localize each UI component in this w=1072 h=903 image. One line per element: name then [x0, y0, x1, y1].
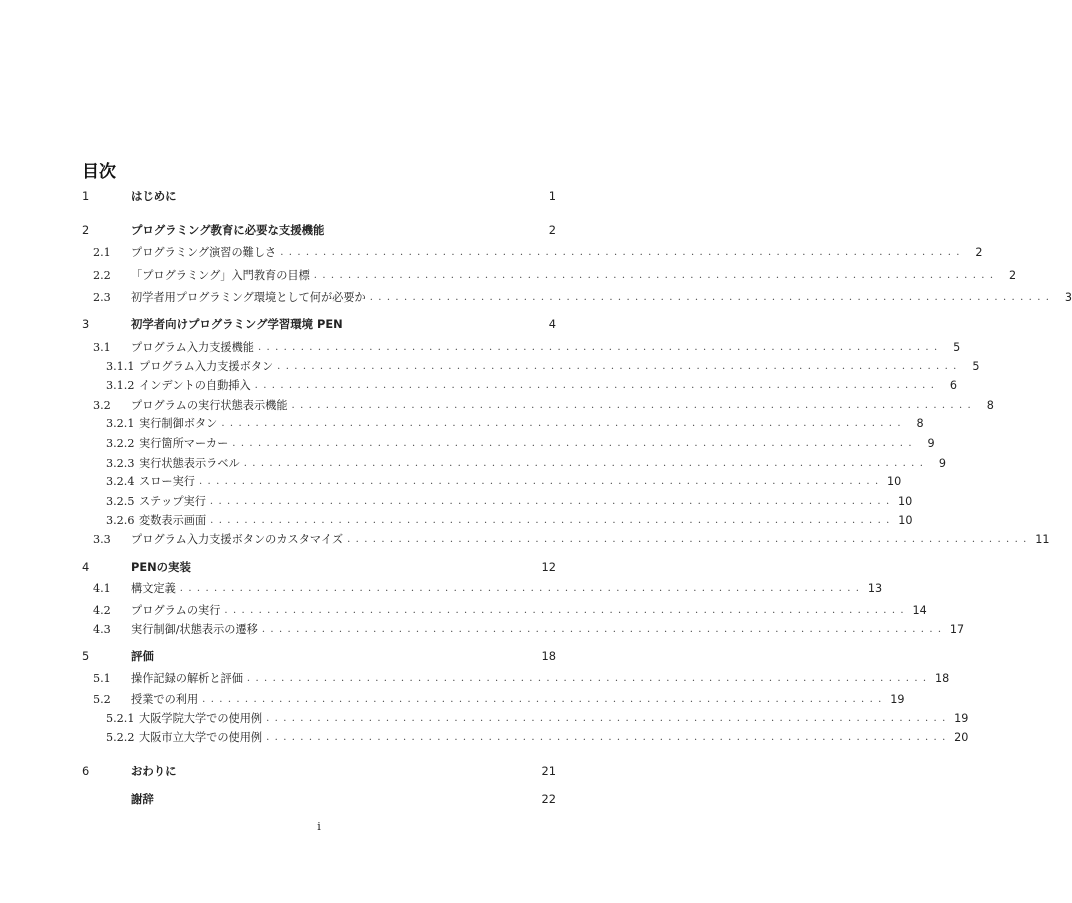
toc-entry-subsection[interactable] — [82, 414, 924, 432]
toc-entry-page: 18 — [541, 649, 556, 663]
toc-dot-leader: . . . . . . . . . . . . . . . . . . . . . . . . . . . . . . . . . . . . . . . . . . . . . . . . . . . . . . . . . . . . . . . . . . . . . . . . . . . . . . . . — [266, 712, 947, 724]
toc-entry-title: スロー実行 — [139, 475, 195, 488]
toc-dot-leader: . . . . . . . . . . . . . . . . . . . . . . . . . . . . . . . . . . . . . . . . . . . . . . . . . . . . . . . . . . . . . . . . . . . . . . . . . . . . . . . . — [224, 604, 905, 616]
toc-dot-leader: . . . . . . . . . . . . . . . . . . . . . . . . . . . . . . . . . . . . . . . . . . . . . . . . . . . . . . . . . . . . . . . . . . . . . . . . . . . . . . . . — [246, 672, 928, 684]
toc-entry-title: 評価 — [131, 649, 154, 663]
toc-entry-section[interactable] — [82, 338, 961, 356]
toc-entry-number: 3.2.4 — [106, 474, 135, 488]
toc-entry-page: 22 — [541, 792, 556, 806]
toc-entry-page: 13 — [867, 581, 883, 595]
toc-entry-title: 大阪学院大学での使用例 — [139, 712, 263, 725]
toc-entry-page: 10 — [887, 474, 902, 488]
toc-entry-number: 3 — [82, 317, 90, 331]
toc-entry-title: プログラムの実行状態表示機能 — [131, 399, 288, 412]
toc-entry-page: 2 — [548, 223, 556, 237]
toc-entry-number: 6 — [82, 764, 90, 778]
toc-entry-page: 2 — [975, 245, 983, 259]
toc-entry-number: 2.2 — [93, 268, 111, 282]
toc-dot-leader: . . . . . . . . . . . . . . . . . . . . . . . . . . . . . . . . . . . . . . . . . . . . . . . . . . . . . . . . . . . . . . . . . . . . . . . . . . . . . . . . — [313, 269, 995, 281]
toc-dot-leader: . . . . . . . . . . . . . . . . . . . . . . . . . . . . . . . . . . . . . . . . . . . . . . . . . . . . . . . . . . . . . . . . . . . . . . . . . . . . . . . . — [347, 533, 1028, 545]
toc-entry-number: 3.2.2 — [106, 436, 135, 450]
toc-entry-section[interactable] — [82, 288, 1072, 306]
toc-entry-title: インデントの自動挿入 — [139, 379, 251, 392]
toc-entry-subsection[interactable] — [82, 357, 980, 375]
toc-entry-page: 1 — [548, 189, 556, 203]
toc-entry-title: 初学者向けプログラミング学習環境 PEN — [131, 317, 343, 331]
toc-entry-section[interactable] — [82, 579, 883, 597]
toc-entry-subsection[interactable] — [82, 472, 902, 490]
toc-dot-leader: . . . . . . . . . . . . . . . . . . . . . . . . . . . . . . . . . . . . . . . . . . . . . . . . . . . . . . . . . . . . . . . . . . . . . . . . . . . . . . . . — [257, 341, 939, 353]
toc-entry-page: 17 — [949, 622, 965, 636]
toc-dot-leader: . . . . . . . . . . . . . . . . . . . . . . . . . . . . . . . . . . . . . . . . . . . . . . . . . . . . . . . . . . . . . . . . . . . . . . . . . . . . . . . . — [261, 623, 943, 635]
toc-entry-number: 4.1 — [93, 581, 111, 595]
toc-entry-page: 5 — [953, 340, 961, 354]
toc-entry-page: 10 — [897, 494, 913, 508]
toc-entry-page: 12 — [541, 560, 556, 574]
toc-entry-number: 3.1.2 — [106, 378, 135, 392]
toc-entry-number: 2.1 — [93, 245, 111, 259]
toc-entry-title: プログラミング演習の難しさ — [131, 246, 277, 259]
toc-entry-number: 2 — [82, 223, 90, 237]
toc-entry-section[interactable] — [82, 243, 983, 261]
toc-entry-page: 19 — [890, 692, 905, 706]
toc-entry-title: 実行制御/状態表示の遷移 — [131, 623, 258, 636]
toc-entry-title: 構文定義 — [131, 582, 176, 595]
toc-entry-title: 実行状態表示ラベル — [139, 457, 240, 470]
toc-entry-chapter[interactable] — [82, 315, 556, 333]
toc-entry-number: 4.2 — [93, 603, 111, 617]
toc-dot-leader: . . . . . . . . . . . . . . . . . . . . . . . . . . . . . . . . . . . . . . . . . . . . . . . . . . . . . . . . . . . . . . . . . . . . . . . . . . . . . . . . — [221, 417, 902, 429]
toc-dot-leader: . . . . . . . . . . . . . . . . . . . . . . . . . . . . . . . . . . . . . . . . . . . . . . . . . . . . . . . . . . . . . . . . . . . . . . . . . . . . . . . . — [243, 457, 925, 469]
toc-entry-subsection[interactable] — [82, 454, 947, 472]
toc-dot-leader: . . . . . . . . . . . . . . . . . . . . . . . . . . . . . . . . . . . . . . . . . . . . . . . . . . . . . . . . . . . . . . . . . . . . . . . . . . . . . . . . — [369, 291, 1051, 303]
toc-entry-section[interactable] — [82, 530, 1050, 548]
toc-entry-page: 11 — [1035, 532, 1050, 546]
toc-entry-title: はじめに — [131, 189, 177, 203]
toc-entry-title: プログラミング教育に必要な支援機能 — [131, 223, 325, 237]
toc-entry-number: 5.2.1 — [106, 711, 135, 725]
toc-entry-page: 6 — [949, 378, 957, 392]
toc-entry-page: 14 — [912, 603, 927, 617]
toc-entry-chapter[interactable] — [82, 762, 556, 780]
toc-entry-page: 18 — [934, 671, 950, 685]
toc-entry-title: プログラム入力支援機能 — [131, 341, 254, 354]
toc-entry-subsection[interactable] — [82, 434, 935, 452]
toc-entry-page: 21 — [541, 764, 556, 778]
toc-entry-subsection[interactable] — [82, 492, 913, 510]
toc-entry-number: 3.2.3 — [106, 456, 135, 470]
toc-entry-number: 4.3 — [93, 622, 111, 636]
toc-entry-title: 謝辞 — [131, 792, 154, 806]
toc-dot-leader: . . . . . . . . . . . . . . . . . . . . . . . . . . . . . . . . . . . . . . . . . . . . . . . . . . . . . . . . . . . . . . . . . . . . . . . . . . . . . . . . — [291, 399, 972, 411]
toc-entry-page: 5 — [972, 359, 980, 373]
toc-entry-subsection[interactable] — [82, 511, 913, 529]
toc-dot-leader: . . . . . . . . . . . . . . . . . . . . . . . . . . . . . . . . . . . . . . . . . . . . . . . . . . . . . . . . . . . . . . . . . . . . . . . . . . . . . . . . — [254, 379, 935, 391]
toc-entry-section[interactable] — [82, 396, 994, 414]
toc-entry-chapter[interactable] — [82, 790, 556, 808]
toc-entry-chapter[interactable] — [82, 187, 556, 205]
toc-dot-leader: . . . . . . . . . . . . . . . . . . . . . . . . . . . . . . . . . . . . . . . . . . . . . . . . . . . . . . . . . . . . . . . . . . . . . . . . . . . . . . . . — [277, 360, 958, 372]
toc-entry-number: 5 — [82, 649, 90, 663]
toc-entry-number: 2.3 — [93, 290, 111, 304]
toc-entry-section[interactable] — [82, 690, 905, 708]
toc-entry-title: おわりに — [131, 764, 177, 778]
toc-entry-number: 3.2.5 — [106, 494, 135, 508]
toc-entry-title: プログラム入力支援ボタンのカスタマイズ — [131, 533, 344, 546]
toc-entry-subsection[interactable] — [82, 709, 969, 727]
toc-entry-title: 変数表示画面 — [139, 514, 207, 527]
toc-entry-page: 20 — [954, 730, 969, 744]
toc-entry-number: 5.1 — [93, 671, 111, 685]
toc-dot-leader: . . . . . . . . . . . . . . . . . . . . . . . . . . . . . . . . . . . . . . . . . . . . . . . . . . . . . . . . . . . . . . . . . . . . . . . . . . . . . . . . — [198, 475, 880, 487]
toc-entry-section[interactable] — [82, 620, 965, 638]
toc-entry-page: 8 — [986, 398, 994, 412]
toc-entry-title: 初学者用プログラミング環境として何が必要か — [131, 291, 366, 304]
toc-entry-title: 大阪市立大学での使用例 — [139, 731, 263, 744]
toc-entry-page: 8 — [916, 416, 924, 430]
toc-dot-leader: . . . . . . . . . . . . . . . . . . . . . . . . . . . . . . . . . . . . . . . . . . . . . . . . . . . . . . . . . . . . . . . . . . . . . . . . . . . . . . . . — [179, 582, 861, 594]
toc-dot-leader: . . . . . . . . . . . . . . . . . . . . . . . . . . . . . . . . . . . . . . . . . . . . . . . . . . . . . . . . . . . . . . . . . . . . . . . . . . . . . . . . — [232, 437, 913, 449]
toc-entry-title: プログラムの実行 — [131, 604, 221, 617]
toc-entry-section[interactable] — [82, 601, 927, 619]
toc-dot-leader: . . . . . . . . . . . . . . . . . . . . . . . . . . . . . . . . . . . . . . . . . . . . . . . . . . . . . . . . . . . . . . . . . . . . . . . . . . . . . . . . — [209, 495, 891, 507]
toc-entry-number: 3.3 — [93, 532, 111, 546]
toc-entry-number: 3.2 — [93, 398, 111, 412]
toc-entry-section[interactable] — [82, 669, 950, 687]
toc-entry-title: 実行制御ボタン — [139, 417, 218, 430]
toc-entry-page: 9 — [927, 436, 935, 450]
toc-entry-page: 3 — [1064, 290, 1072, 304]
toc-dot-leader: . . . . . . . . . . . . . . . . . . . . . . . . . . . . . . . . . . . . . . . . . . . . . . . . . . . . . . . . . . . . . . . . . . . . . . . . . . . . . . . . — [210, 514, 891, 526]
toc-entry-chapter[interactable] — [82, 558, 556, 576]
toc-dot-leader: . . . . . . . . . . . . . . . . . . . . . . . . . . . . . . . . . . . . . . . . . . . . . . . . . . . . . . . . . . . . . . . . . . . . . . . . . . . . . . . . — [202, 693, 883, 705]
toc-entry-number: 5.2.2 — [106, 730, 135, 744]
toc-entry-number: 3.1 — [93, 340, 111, 354]
toc-dot-leader: . . . . . . . . . . . . . . . . . . . . . . . . . . . . . . . . . . . . . . . . . . . . . . . . . . . . . . . . . . . . . . . . . . . . . . . . . . . . . . . . — [266, 731, 947, 743]
toc-entry-title: 操作記録の解析と評価 — [131, 672, 243, 685]
toc-entry-number: 4 — [82, 560, 90, 574]
toc-entry-number: 5.2 — [93, 692, 111, 706]
toc-entry-title: PENの実装 — [131, 560, 191, 574]
toc-entry-title: 「プログラミング」入門教育の目標 — [131, 269, 310, 282]
toc-entry-title: 実行箇所マーカー — [139, 437, 229, 450]
toc-entry-page: 19 — [954, 711, 969, 725]
toc-entry-title: 授業での利用 — [131, 693, 199, 706]
toc-entry-subsection[interactable] — [82, 728, 969, 746]
toc-entry-number: 3.2.6 — [106, 513, 135, 527]
toc-entry-page: 2 — [1008, 268, 1017, 282]
toc-title: 目次 — [82, 162, 116, 182]
toc-entry-title: ステップ実行 — [139, 495, 206, 508]
toc-entry-section[interactable] — [82, 266, 1017, 284]
toc-entry-title: プログラム入力支援ボタン — [139, 360, 274, 373]
toc-entry-page: 9 — [938, 456, 947, 470]
toc-entry-page: 10 — [898, 513, 913, 527]
toc-entry-page: 4 — [548, 317, 556, 331]
toc-entry-number: 1 — [82, 189, 90, 203]
toc-dot-leader: . . . . . . . . . . . . . . . . . . . . . . . . . . . . . . . . . . . . . . . . . . . . . . . . . . . . . . . . . . . . . . . . . . . . . . . . . . . . . . . . — [280, 246, 961, 258]
toc-entry-chapter[interactable] — [82, 647, 556, 665]
toc-entry-subsection[interactable] — [82, 376, 957, 394]
page-folio: i — [317, 820, 321, 833]
toc-entry-chapter[interactable] — [82, 221, 556, 239]
toc-entry-number: 3.1.1 — [106, 359, 135, 373]
toc-entry-number: 3.2.1 — [106, 416, 135, 430]
